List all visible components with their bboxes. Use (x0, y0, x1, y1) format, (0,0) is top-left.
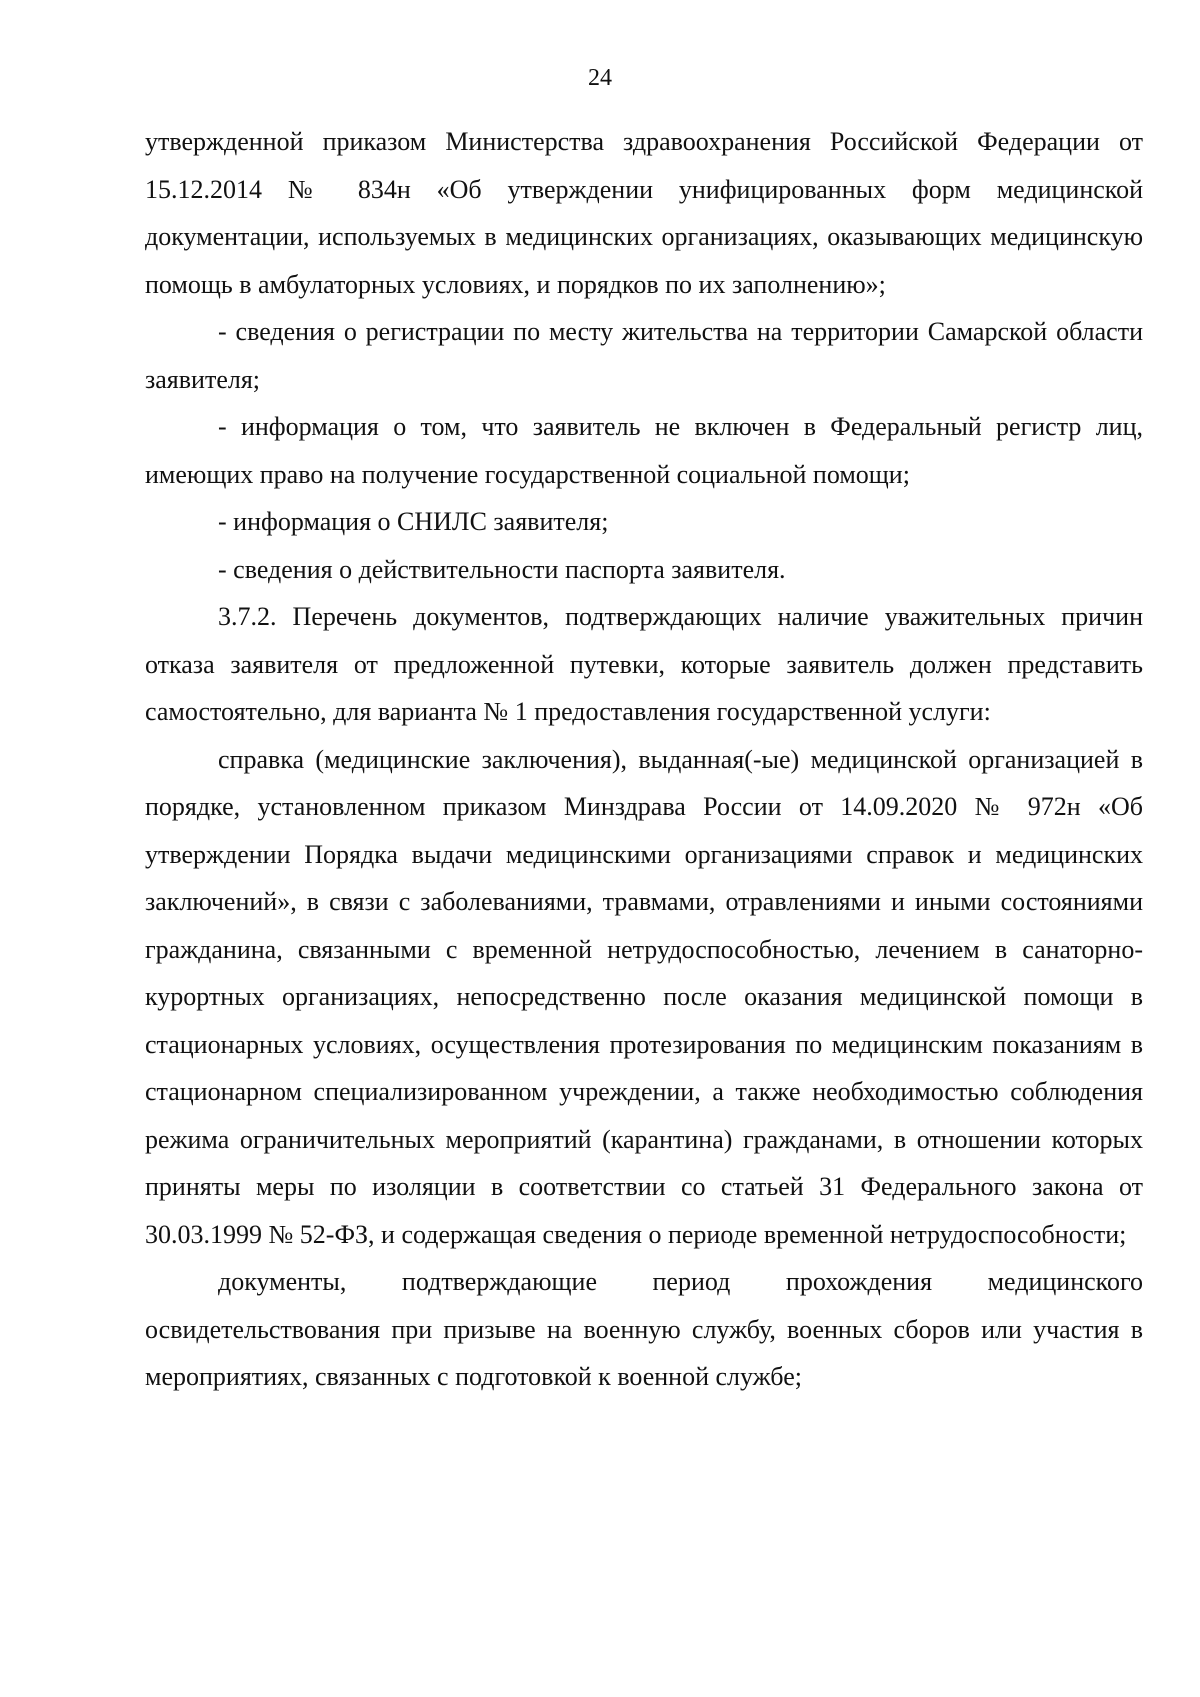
paragraph-snils-info: - информация о СНИЛС заявителя; (218, 507, 609, 536)
paragraph-order-reference: утвержденной приказом Министерства здравоохранения Российской Федерации от 15.12.2014 № 834н «Об утверждении унифицированных форм медицинской документации, используемых в медицинских организациях, оказывающих медицинскую помощь в амбулаторных условиях, и порядков по их заполнению»; (145, 127, 1143, 299)
paragraph-federal-register-info: - информация о том, что заявитель не включен в Федеральный регистр лиц, имеющих право на получение государственной социальной помощи; (145, 412, 1143, 489)
paragraph-military-documents: документы, подтверждающие период прохождения медицинского освидетельствования при призыве на военную службу, военных сборов или участия в мероприятиях, связанных с подготовкой к военной службе; (145, 1267, 1143, 1391)
document-body (145, 118, 1143, 1401)
paragraph-medical-certificate: справка (медицинские заключения), выданная(-ые) медицинской организацией в порядке, установленном приказом Минздрава России от 14.09.2020 № 972н «Об утверждении Порядка выдачи медицинскими организациями справок и медицинских заключений», в связи с заболеваниями, травмами, отравлениями и иными состояниями гражданина, связанными с временной нетрудоспособностью, лечением в санаторно-курортных организациях, непосредственно после оказания медицинской помощи в стационарных условиях, осуществления протезирования по медицинским показаниям в стационарном специализированном учреждении, а также необходимостью соблюдения режима ограничительных мероприятий (карантина) гражданами, в отношении которых приняты меры по изоляции в соответствии со статьей 31 Федерального закона от 30.03.1999 № 52-ФЗ, и содержащая сведения о периоде временной нетрудоспособности; (145, 744, 1143, 1249)
paragraph-registration-info: - сведения о регистрации по месту жительства на территории Самарской области заявителя; (145, 317, 1143, 394)
paragraph-section-3-7-2: 3.7.2. Перечень документов, подтверждающих наличие уважительных причин отказа заявителя от предложенной путевки, которые заявитель должен представить самостоятельно, для варианта № 1 предоставления государственной услуги: (145, 602, 1143, 726)
page-number: 24 (588, 65, 612, 91)
paragraph-passport-validity: - сведения о действительности паспорта заявителя. (218, 554, 786, 584)
